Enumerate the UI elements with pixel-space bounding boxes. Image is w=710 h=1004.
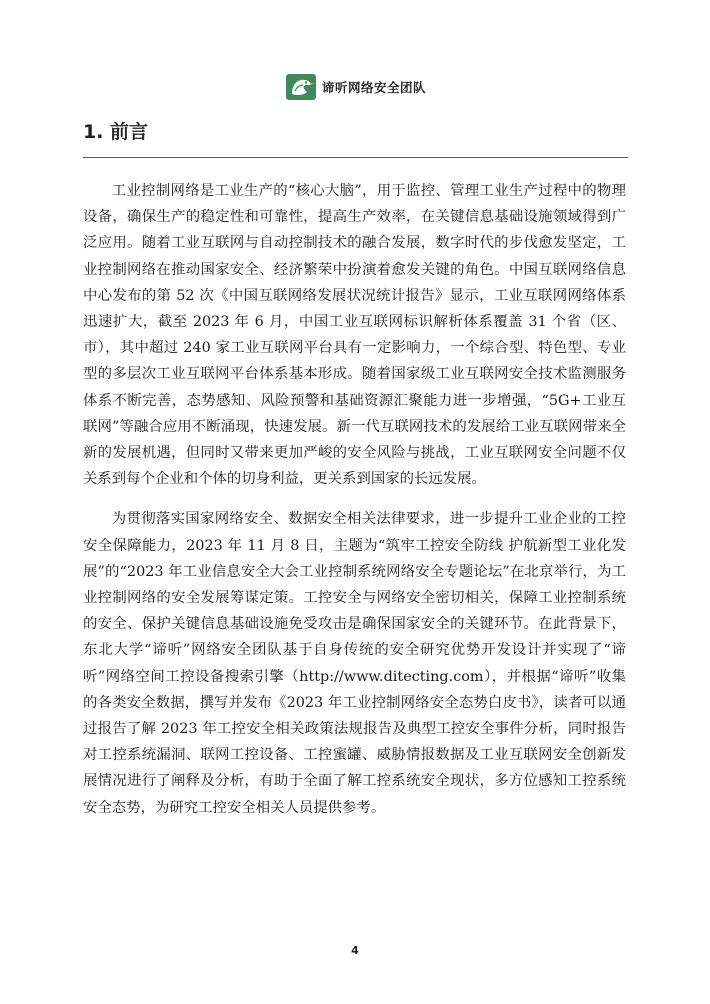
bird-logo-icon bbox=[284, 70, 318, 104]
brand-name: 谛听网络安全团队 bbox=[321, 80, 426, 95]
section-title: 1. 前言 bbox=[83, 121, 149, 143]
page-number: 4 bbox=[351, 944, 359, 957]
paragraph-1: 工业控制网络是工业生产的“核心大脑”，用于监控、管理工业生产过程中的物理设备，确保生产的稳定性和可靠性，提高生产效率，在关键信息基础设施领域得到广泛应用。随着工业互联网与自动控制技术的融合发展，数字时代的步伐愈发坚定，工业控制网络在推动国家安全、经济繁荣中扮演着愈发关键的角色。中国互联网络信息中心发布的第 52 次《中国互联网络发展状况统计报告》显示，工业互联网网络体系迅速扩大，截至 2023 年 6 月，中国工业互联网标识解析体系覆盖 31 个省（区、市），其中超过 240 家工业互联网平台具有一定影响力，一个综合型、特色型、专业型的多层次工业互联网平台体系基本形成。随着国家级工业互联网安全技术监测服务体系不断完善，态势感知、风险预警和基础资源汇聚能力进一步增强，“5G+工业互联网”等融合应用不断涌现，快速发展。新一代互联网技术的发展给工业互联网带来全新的发展机遇，但同时又带来更加严峻的安全风险与挑战，工业互联网安全问题不仅关系到每个企业和个体的切身利益，更关系到国家的长远发展。 bbox=[83, 183, 626, 488]
body-text bbox=[83, 178, 626, 821]
paragraph-2: 为贯彻落实国家网络安全、数据安全相关法律要求，进一步提升工业企业的工控安全保障能力，2023 年 11 月 8 日，主题为“筑牢工控安全防线 护航新型工业化发展”的“2023 年工业信息安全大会工业控制系统网络安全专题论坛”在北京举行，为工业控制网络的安全发展筹谋定策。工控安全与网络安全密切相关，保障工业控制系统的安全、保护关键信息基础设施免受攻击是确保国家安全的关键环节。在此背景下，东北大学“谛听”网络安全团队基于自身传统的安全研究优势开发设计并实现了“谛听”网络空间工控设备搜索引擎（http://www.ditecting.com），并根据“谛听”收集的各类安全数据，撰写并发布《2023 年工业控制网络安全态势白皮书》，读者可以通过报告了解 2023 年工控安全相关政策法规报告及典型工控安全事件分析，同时报告对工控系统漏洞、联网工控设备、工控蜜罐、威胁情报数据及工业互联网安全创新发展情况进行了阐释及分析，有助于全面了解工控系统安全现状，多方位感知工控系统安全态势，为研究工控安全相关人员提供参考。 bbox=[83, 511, 626, 816]
title-divider bbox=[83, 157, 628, 158]
page-header bbox=[0, 70, 710, 104]
